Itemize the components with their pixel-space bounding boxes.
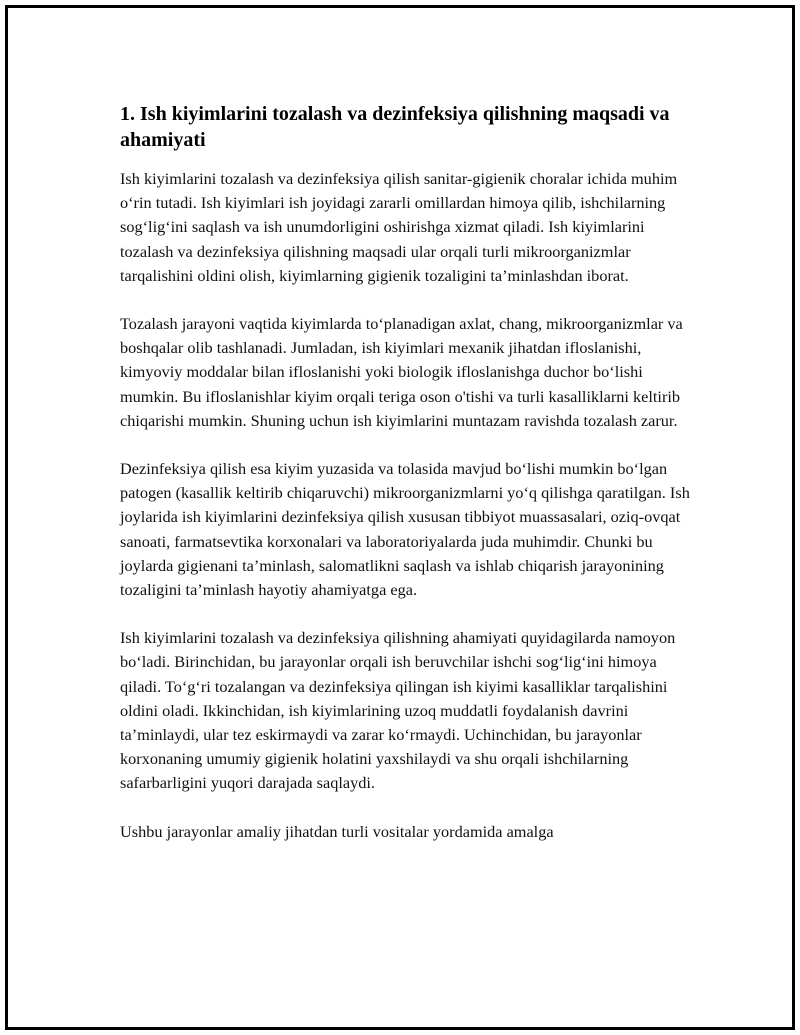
paragraph-5: Ushbu jarayonlar amaliy jihatdan turli vositalar yordamida amalga xyxy=(120,821,554,841)
paragraph-4: Ish kiyimlarini tozalash va dezinfeksiya qilishning ahamiyati quyidagilarda namoyon bo‘ladi. Birinchidan, bu jarayonlar orqali ish beruvchilar ishchi sog‘lig‘ini himoya qiladi. To‘g‘ri tozalangan va dezinfeksiya qilingan ish kiyimi kasalliklar tarqalishini oldini oladi. Ikkinchidan, ish kiyimlarining uzoq muddatli foydalanish davrini ta’minlaydi, ular tez eskirmaydi va zarar ko‘rmaydi. Uchinchidan, bu jarayonlar korxonaning umumiy gigienik holatini yaxshilaydi va shu orqali ishchilarning safarbarligini yuqori darajada saqlaydi. xyxy=(120,628,676,793)
paragraph-3: Dezinfeksiya qilish esa kiyim yuzasida va tolasida mavjud bo‘lishi mumkin bo‘lgan patogen (kasallik keltirib chiqaruvchi) mikroorganizmlarni yo‘q qilishga qaratilgan. Ish joylarida ish kiyimlarini dezinfeksiya qilish xususan tibbiyot muassasalari, oziq-ovqat sanoati, farmatsevtika korxonalari va laboratoriyalarda juda muhimdir. Chunki bu joylarda gigienani ta’minlash, salomatlikni saqlash va ishlab chiqarish jarayonining tozaligini ta’minlash hayotiy ahamiyatga ega. xyxy=(120,459,690,600)
page-frame xyxy=(5,5,795,1030)
section-heading: 1. Ish kiyimlarini tozalash va dezinfeksiya qilishning maqsadi va ahamiyati xyxy=(120,103,670,151)
paragraph-1: Ish kiyimlarini tozalash va dezinfeksiya qilish sanitar-gigienik choralar ichida muhim o‘rin tutadi. Ish kiyimlari ish joyidagi zararli omillardan himoya qilib, ishchilarning sog‘lig‘ini saqlash va ish unumdorligini oshirishga xizmat qiladi. Ish kiyimlarini tozalash va dezinfeksiya qilishning maqsadi ular orqali turli mikroorganizmlar tarqalishini oldini olish, kiyimlarning gigienik tozaligini ta’minlashdan iborat. xyxy=(120,169,678,285)
paragraph-2: Tozalash jarayoni vaqtida kiyimlarda to‘planadigan axlat, chang, mikroorganizmlar va boshqalar olib tashlanadi. Jumladan, ish kiyimlari mexanik jihatdan ifloslanishi, kimyoviy moddalar bilan ifloslanishi yoki biologik ifloslanishga duchor bo‘lishi mumkin. Bu ifloslanishlar kiyim orqali teriga oson o'tishi va turli kasalliklarni keltirib chiqarishi mumkin. Shuning uchun ish kiyimlarini muntazam ravishda tozalash zarur. xyxy=(120,314,683,430)
document-body xyxy=(120,101,695,868)
